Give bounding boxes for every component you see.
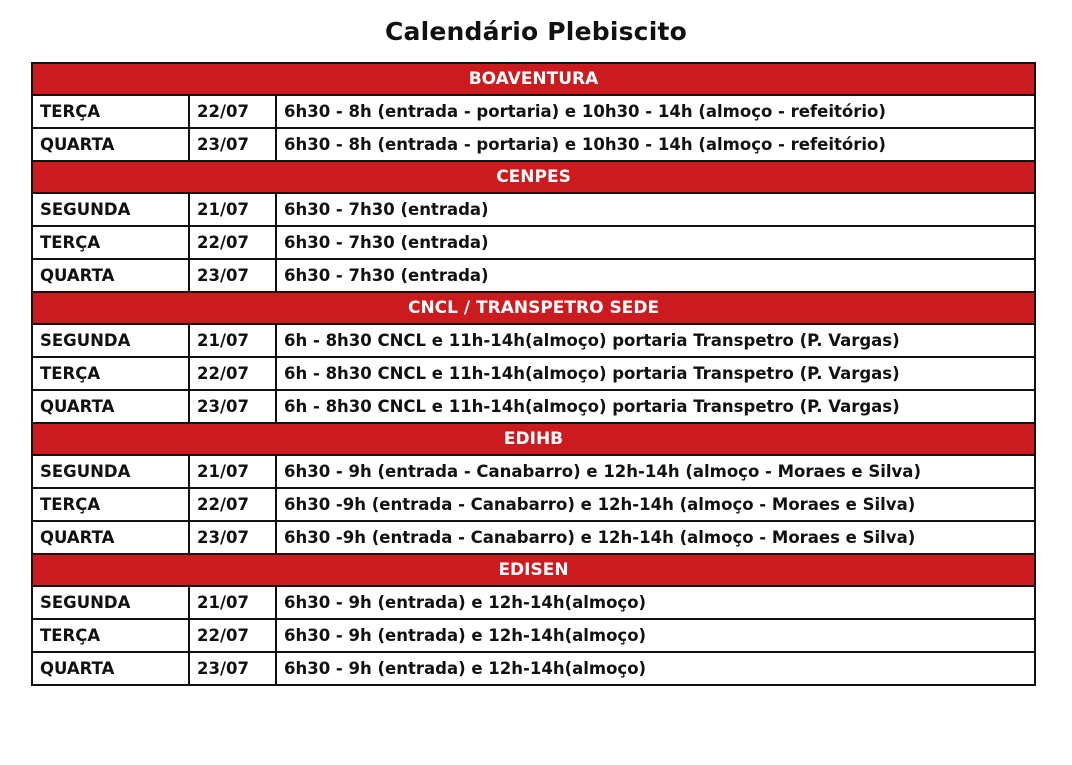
date-cell: 23/07 <box>189 390 276 423</box>
table-row <box>32 390 1035 423</box>
date-cell: 23/07 <box>189 521 276 554</box>
section-title: CENPES <box>32 161 1035 193</box>
schedule-cell: 6h30 - 7h30 (entrada) <box>276 226 1035 259</box>
date-cell: 21/07 <box>189 324 276 357</box>
table-row <box>32 586 1035 619</box>
day-cell: TERÇA <box>32 619 189 652</box>
table-row <box>32 488 1035 521</box>
table-row <box>32 521 1035 554</box>
schedule-cell: 6h - 8h30 CNCL e 11h-14h(almoço) portaria Transpetro (P. Vargas) <box>276 357 1035 390</box>
section-header-row <box>32 423 1035 455</box>
table-row <box>32 652 1035 685</box>
date-cell: 23/07 <box>189 652 276 685</box>
schedule-cell: 6h30 - 9h (entrada) e 12h-14h(almoço) <box>276 652 1035 685</box>
section-header-row <box>32 292 1035 324</box>
date-cell: 21/07 <box>189 586 276 619</box>
schedule-cell: 6h30 - 7h30 (entrada) <box>276 193 1035 226</box>
date-cell: 22/07 <box>189 619 276 652</box>
day-cell: QUARTA <box>32 128 189 161</box>
table-row <box>32 128 1035 161</box>
day-cell: QUARTA <box>32 390 189 423</box>
table-row <box>32 619 1035 652</box>
day-cell: TERÇA <box>32 488 189 521</box>
day-cell: SEGUNDA <box>32 324 189 357</box>
date-cell: 23/07 <box>189 259 276 292</box>
date-cell: 22/07 <box>189 95 276 128</box>
section-header-row <box>32 161 1035 193</box>
day-cell: TERÇA <box>32 95 189 128</box>
schedule-cell: 6h30 - 8h (entrada - portaria) e 10h30 - 14h (almoço - refeitório) <box>276 128 1035 161</box>
section-title: CNCL / TRANSPETRO SEDE <box>32 292 1035 324</box>
date-cell: 21/07 <box>189 193 276 226</box>
date-cell: 22/07 <box>189 488 276 521</box>
table-row <box>32 324 1035 357</box>
schedule-cell: 6h30 -9h (entrada - Canabarro) e 12h-14h (almoço - Moraes e Silva) <box>276 488 1035 521</box>
schedule-cell: 6h30 - 8h (entrada - portaria) e 10h30 - 14h (almoço - refeitório) <box>276 95 1035 128</box>
page-title: Calendário Plebiscito <box>385 17 687 46</box>
table-row <box>32 357 1035 390</box>
day-cell: SEGUNDA <box>32 193 189 226</box>
table-row <box>32 259 1035 292</box>
schedule-cell: 6h - 8h30 CNCL e 11h-14h(almoço) portaria Transpetro (P. Vargas) <box>276 324 1035 357</box>
schedule-cell: 6h - 8h30 CNCL e 11h-14h(almoço) portaria Transpetro (P. Vargas) <box>276 390 1035 423</box>
schedule-cell: 6h30 - 9h (entrada) e 12h-14h(almoço) <box>276 619 1035 652</box>
schedule-table <box>31 62 1036 686</box>
schedule-cell: 6h30 - 7h30 (entrada) <box>276 259 1035 292</box>
day-cell: QUARTA <box>32 259 189 292</box>
table-row <box>32 193 1035 226</box>
day-cell: SEGUNDA <box>32 586 189 619</box>
schedule-cell: 6h30 - 9h (entrada) e 12h-14h(almoço) <box>276 586 1035 619</box>
day-cell: TERÇA <box>32 357 189 390</box>
date-cell: 22/07 <box>189 357 276 390</box>
schedule-cell: 6h30 - 9h (entrada - Canabarro) e 12h-14h (almoço - Moraes e Silva) <box>276 455 1035 488</box>
section-title: EDIHB <box>32 423 1035 455</box>
day-cell: TERÇA <box>32 226 189 259</box>
date-cell: 22/07 <box>189 226 276 259</box>
schedule-cell: 6h30 -9h (entrada - Canabarro) e 12h-14h (almoço - Moraes e Silva) <box>276 521 1035 554</box>
table-row <box>32 95 1035 128</box>
section-title: BOAVENTURA <box>32 63 1035 95</box>
day-cell: QUARTA <box>32 652 189 685</box>
day-cell: SEGUNDA <box>32 455 189 488</box>
table-row <box>32 226 1035 259</box>
section-title: EDISEN <box>32 554 1035 586</box>
date-cell: 21/07 <box>189 455 276 488</box>
table-row <box>32 455 1035 488</box>
section-header-row <box>32 554 1035 586</box>
section-header-row <box>32 63 1035 95</box>
day-cell: QUARTA <box>32 521 189 554</box>
date-cell: 23/07 <box>189 128 276 161</box>
